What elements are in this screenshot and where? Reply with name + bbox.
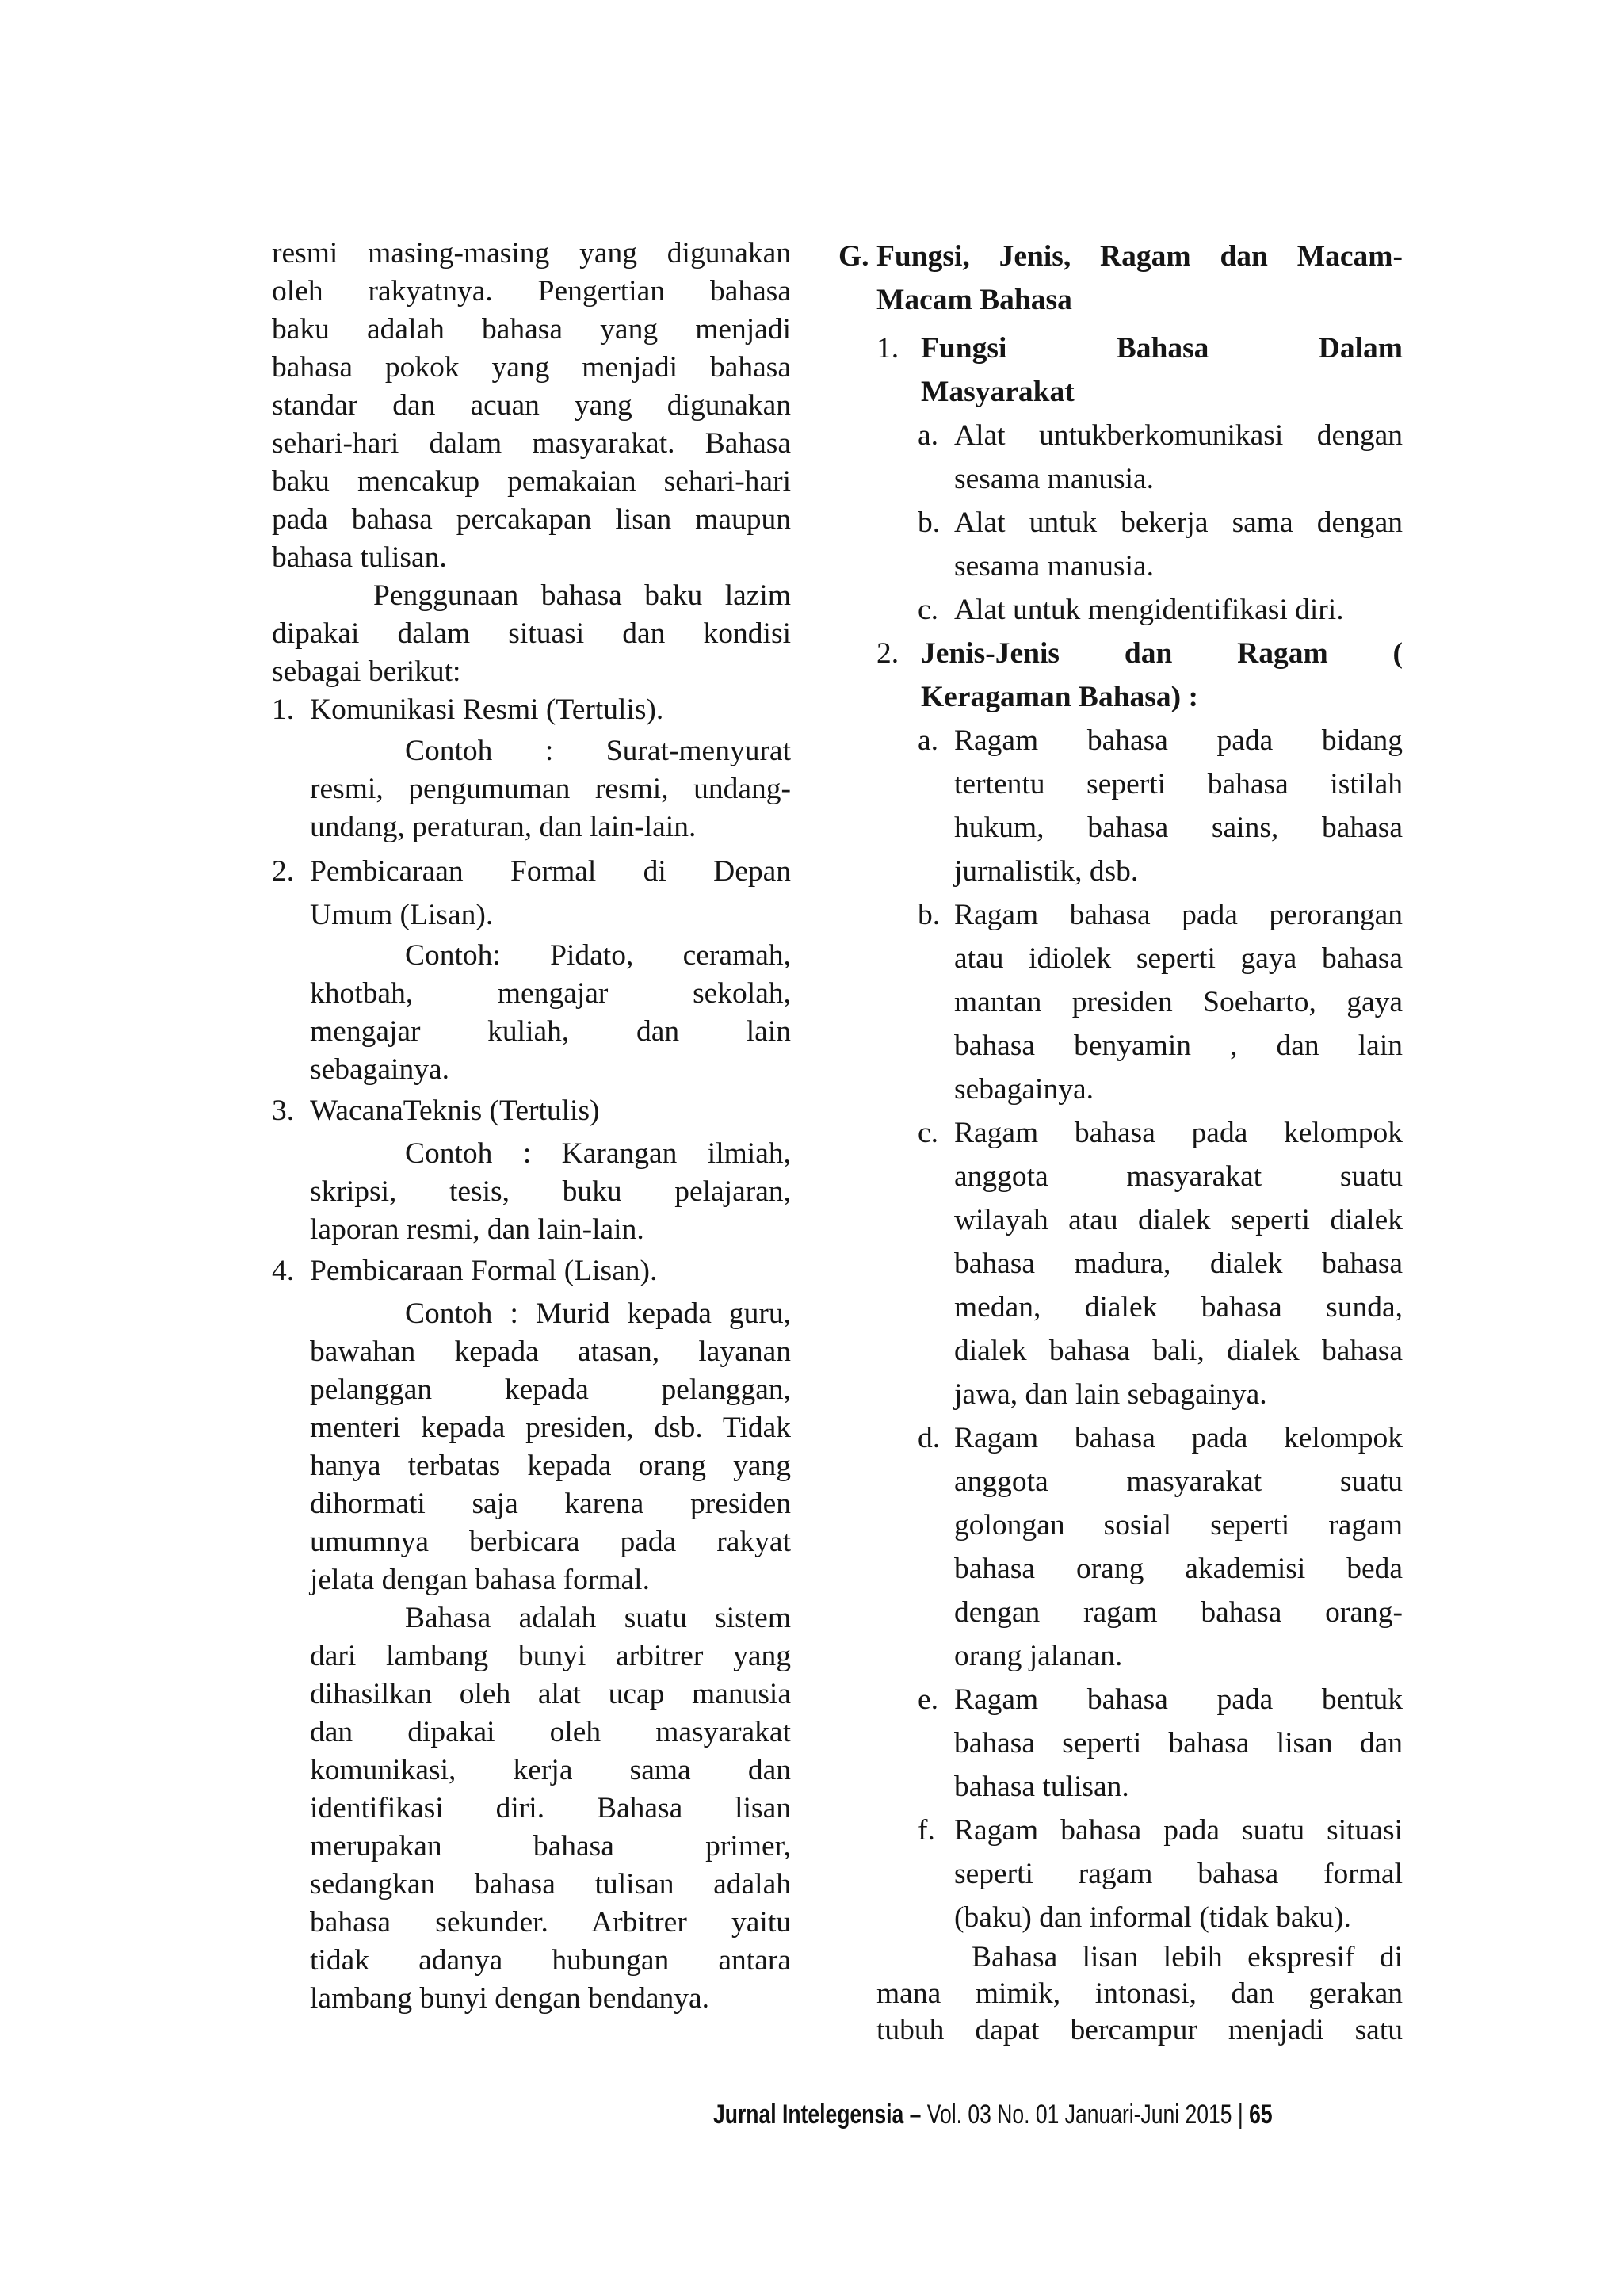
text-line: Contoh : Karangan ilmiah, xyxy=(405,1137,791,1170)
subheading-title: Masyarakat xyxy=(921,376,1075,408)
text-line: sesama manusia. xyxy=(954,463,1155,495)
text-line: Ragam bahasa pada bentuk xyxy=(954,1683,1403,1716)
text-line: orang jalanan. xyxy=(954,1640,1123,1672)
text-line: Alat untuk bekerja sama dengan xyxy=(954,506,1403,539)
item-letter: a. xyxy=(918,419,939,452)
item-letter: c. xyxy=(918,1117,939,1149)
ragam-item-b xyxy=(838,893,1403,1111)
text-line: pada bahasa percakapan lisan maupun xyxy=(272,503,791,536)
example-2 xyxy=(272,937,791,1089)
text-line: Alat untuk mengidentifikasi diri. xyxy=(954,594,1344,626)
text-line: lambang bunyi dengan bendanya. xyxy=(310,1982,710,2015)
item-letter: f. xyxy=(918,1814,935,1847)
item-letter: a. xyxy=(918,724,939,757)
text-line: sebagainya. xyxy=(310,1053,449,1086)
text-line: tertentu seperti bahasa istilah xyxy=(954,768,1403,800)
text-line: dihasilkan oleh alat ucap manusia xyxy=(310,1678,791,1710)
text-line: dipakai dalam situasi dan kondisi xyxy=(272,617,791,650)
item-letter: b. xyxy=(918,899,941,931)
item-letter: c. xyxy=(918,594,939,626)
text-line: baku adalah bahasa yang menjadi xyxy=(272,313,791,346)
text-line: seperti ragam bahasa formal xyxy=(954,1858,1403,1890)
list-item-1 xyxy=(272,691,791,729)
section-number: G. xyxy=(838,240,869,273)
left-column xyxy=(272,235,791,2018)
text-line: sebagai berikut: xyxy=(272,655,461,688)
text-line: wilayah atau dialek seperti dialek xyxy=(954,1204,1403,1236)
subheading-title: Fungsi Bahasa Dalam xyxy=(921,332,1403,365)
item-letter: d. xyxy=(918,1422,941,1454)
right-column xyxy=(838,235,1403,2049)
example-3 xyxy=(272,1135,791,1249)
text-line: tidak adanya hubungan antara xyxy=(310,1944,791,1977)
page-number: 65 xyxy=(1249,2099,1273,2130)
text-line: dengan ragam bahasa orang- xyxy=(954,1596,1403,1629)
text-line: golongan sosial seperti ragam xyxy=(954,1509,1403,1541)
subheading-number: 1. xyxy=(876,332,899,365)
ragam-item-c xyxy=(838,1111,1403,1416)
text-line: bahasa tulisan. xyxy=(954,1771,1129,1803)
text-line: resmi, pengumuman resmi, undang- xyxy=(310,773,791,805)
text-line: bahasa sekunder. Arbitrer yaitu xyxy=(310,1906,791,1939)
text-line: merupakan bahasa primer, xyxy=(310,1830,791,1862)
example-4 xyxy=(272,1295,791,1599)
list-item-3 xyxy=(272,1092,791,1130)
volume-info: Vol. 03 No. 01 Januari-Juni 2015 xyxy=(926,2099,1232,2130)
text-line: bawahan kepada atasan, layanan xyxy=(310,1335,791,1368)
text-line: tubuh dapat bercampur menjadi satu xyxy=(876,2014,1403,2046)
section-title: Fungsi, Jenis, Ragam dan Macam- xyxy=(876,240,1403,273)
list-item-2 xyxy=(272,850,791,937)
text-line: dihormati saja karena presiden xyxy=(310,1488,791,1520)
list-number: 3. xyxy=(272,1095,295,1127)
text-line: menteri kepada presiden, dsb. Tidak xyxy=(310,1412,791,1444)
text-line: Bahasa lisan lebih ekspresif di xyxy=(972,1941,1403,1973)
text-line: standar dan acuan yang digunakan xyxy=(272,389,791,422)
subheading-fungsi-bahasa xyxy=(838,327,1403,414)
subheading-jenis-ragam xyxy=(838,632,1403,719)
fungsi-item-c xyxy=(838,588,1403,632)
text-line: sedangkan bahasa tulisan adalah xyxy=(310,1868,791,1901)
list-item-4 xyxy=(272,1252,791,1290)
text-line: Penggunaan bahasa baku lazim xyxy=(373,579,791,612)
paragraph-definisi-bahasa xyxy=(272,1599,791,2018)
text-line: sebagainya. xyxy=(954,1073,1094,1106)
paragraph-bahasa-baku xyxy=(272,235,791,577)
text-line: atau idiolek seperti gaya bahasa xyxy=(954,942,1403,975)
text-line: bahasa orang akademisi beda xyxy=(954,1553,1403,1585)
item-letter: b. xyxy=(918,506,941,539)
text-line: skripsi, tesis, buku pelajaran, xyxy=(310,1175,791,1208)
text-line: Alat untukberkomunikasi dengan xyxy=(954,419,1403,452)
item-title: Komunikasi Resmi (Tertulis). xyxy=(310,693,664,726)
text-line: Ragam bahasa pada kelompok xyxy=(954,1117,1403,1149)
text-line: dan dipakai oleh masyarakat xyxy=(310,1716,791,1748)
journal-name: Jurnal Intelegensia xyxy=(713,2099,904,2130)
item-title: Pembicaraan Formal (Lisan). xyxy=(310,1255,658,1287)
text-line: hanya terbatas kepada orang yang xyxy=(310,1450,791,1482)
text-line: undang, peraturan, dan lain-lain. xyxy=(310,811,697,843)
page-footer xyxy=(713,2097,1273,2132)
text-line: bahasa madura, dialek bahasa xyxy=(954,1247,1403,1280)
text-line: dialek bahasa bali, dialek bahasa xyxy=(954,1335,1403,1367)
text-line: dari lambang bunyi arbitrer yang xyxy=(310,1640,791,1672)
text-line: baku mencakup pemakaian sehari-hari xyxy=(272,465,791,498)
ragam-item-f xyxy=(838,1809,1403,1939)
item-title: WacanaTeknis (Tertulis) xyxy=(310,1095,600,1127)
text-line: resmi masing-masing yang digunakan xyxy=(272,237,791,269)
text-line: bahasa tulisan. xyxy=(272,541,447,574)
text-line: sesama manusia. xyxy=(954,550,1155,583)
section-title: Macam Bahasa xyxy=(876,284,1072,316)
text-line: Contoh: Pidato, ceramah, xyxy=(405,939,791,972)
fungsi-item-b xyxy=(838,501,1403,588)
section-heading-g xyxy=(838,235,1403,322)
text-line: jelata dengan bahasa formal. xyxy=(310,1564,650,1596)
text-line: identifikasi diri. Bahasa lisan xyxy=(310,1792,791,1824)
ragam-item-e xyxy=(838,1678,1403,1809)
footer-dash: – xyxy=(903,2099,927,2130)
list-number: 4. xyxy=(272,1255,295,1287)
text-line: Ragam bahasa pada suatu situasi xyxy=(954,1814,1403,1847)
text-line: medan, dialek bahasa sunda, xyxy=(954,1291,1403,1324)
text-line: (baku) dan informal (tidak baku). xyxy=(954,1901,1351,1934)
subheading-title: Jenis-Jenis dan Ragam ( xyxy=(921,637,1403,670)
text-line: mana mimik, intonasi, dan gerakan xyxy=(876,1977,1403,2010)
text-line: komunikasi, kerja sama dan xyxy=(310,1754,791,1786)
text-line: pelanggan kepada pelanggan, xyxy=(310,1373,791,1406)
item-title: Pembicaraan Formal di Depan xyxy=(310,855,791,888)
item-title: Umum (Lisan). xyxy=(310,899,494,931)
text-line: Ragam bahasa pada kelompok xyxy=(954,1422,1403,1454)
list-number: 1. xyxy=(272,693,295,726)
list-number: 2. xyxy=(272,855,295,888)
paragraph-penggunaan xyxy=(272,577,791,691)
text-line: mantan presiden Soeharto, gaya xyxy=(954,986,1403,1018)
footer-separator: | xyxy=(1232,2099,1250,2130)
text-line: jurnalistik, dsb. xyxy=(954,855,1139,888)
text-line: khotbah, mengajar sekolah, xyxy=(310,977,791,1010)
text-line: jawa, dan lain sebagainya. xyxy=(954,1378,1267,1411)
subheading-title: Keragaman Bahasa) : xyxy=(921,681,1198,713)
example-1 xyxy=(272,732,791,846)
fungsi-item-a xyxy=(838,414,1403,501)
text-line: umumnya berbicara pada rakyat xyxy=(310,1526,791,1558)
text-line: Ragam bahasa pada perorangan xyxy=(954,899,1403,931)
text-line: Contoh : Murid kepada guru, xyxy=(405,1297,791,1330)
ragam-item-d xyxy=(838,1416,1403,1678)
text-line: Contoh : Surat-menyurat xyxy=(405,735,791,767)
text-line: mengajar kuliah, dan lain xyxy=(310,1015,791,1048)
paragraph-bahasa-lisan xyxy=(838,1939,1403,2049)
subheading-number: 2. xyxy=(876,637,899,670)
text-line: sehari-hari dalam masyarakat. Bahasa xyxy=(272,427,791,460)
item-letter: e. xyxy=(918,1683,939,1716)
text-line: bahasa benyamin , dan lain xyxy=(954,1030,1403,1062)
text-line: bahasa seperti bahasa lisan dan xyxy=(954,1727,1403,1759)
text-line: Ragam bahasa pada bidang xyxy=(954,724,1403,757)
text-line: Bahasa adalah suatu sistem xyxy=(405,1602,791,1634)
text-line: laporan resmi, dan lain-lain. xyxy=(310,1213,644,1246)
text-line: anggota masyarakat suatu xyxy=(954,1160,1403,1193)
text-line: hukum, bahasa sains, bahasa xyxy=(954,812,1403,844)
text-line: anggota masyarakat suatu xyxy=(954,1465,1403,1498)
text-line: oleh rakyatnya. Pengertian bahasa xyxy=(272,275,791,308)
ragam-item-a xyxy=(838,719,1403,893)
text-line: bahasa pokok yang menjadi bahasa xyxy=(272,351,791,384)
